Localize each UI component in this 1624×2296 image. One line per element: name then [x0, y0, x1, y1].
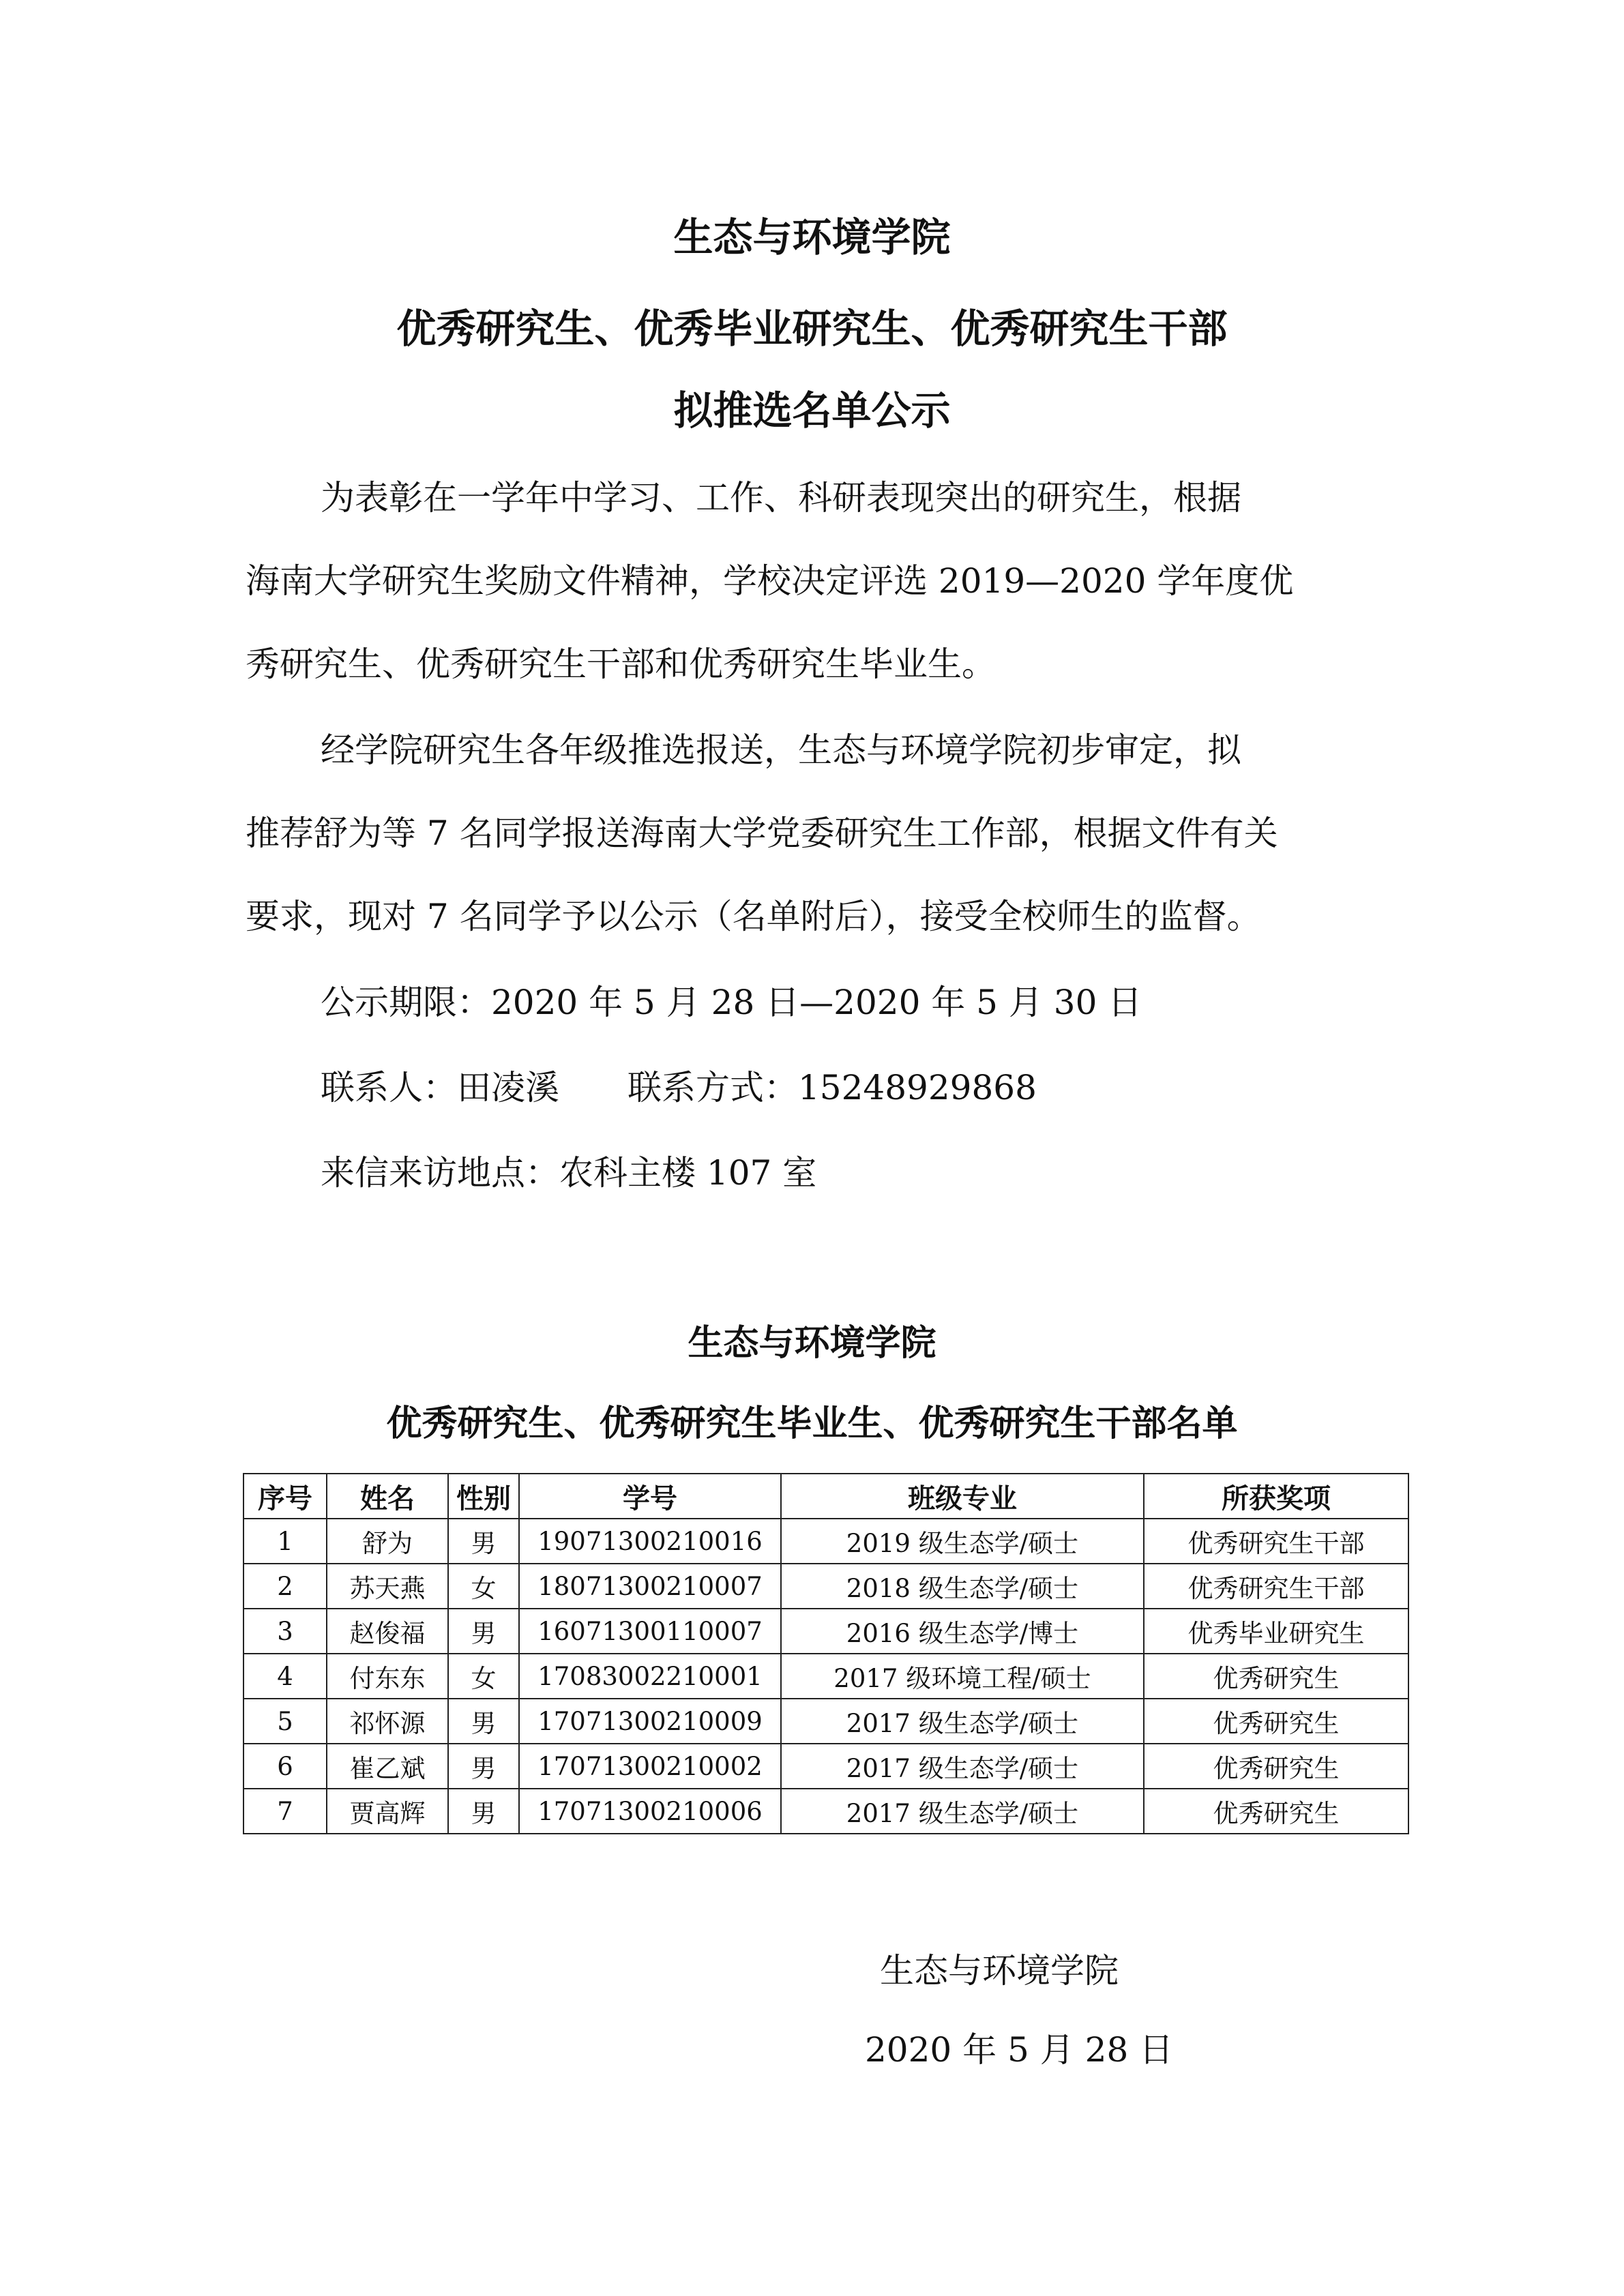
cell-name: 贾高辉	[327, 1789, 448, 1834]
cell-name: 苏天燕	[327, 1564, 448, 1609]
cell-gender: 男	[448, 1519, 519, 1564]
cell-student-id: 19071300210016	[519, 1519, 781, 1564]
cell-award: 优秀研究生	[1144, 1654, 1408, 1699]
cell-gender: 男	[448, 1789, 519, 1834]
paragraph-2-line-3: 要求，现对 7 名同学予以公示（名单附后），接受全校师生的监督。	[246, 897, 1261, 936]
column-header-name: 姓名	[327, 1474, 448, 1519]
table-row	[243, 1564, 1408, 1609]
cell-class-major: 2017 级生态学/硕士	[781, 1744, 1144, 1789]
cell-name: 付东东	[327, 1654, 448, 1699]
nominee-table	[243, 1473, 1409, 1834]
cell-gender: 女	[448, 1654, 519, 1699]
cell-award: 优秀研究生	[1144, 1699, 1408, 1744]
cell-student-id: 17071300210009	[519, 1699, 781, 1744]
table-row	[243, 1609, 1408, 1654]
cell-name: 崔乙斌	[327, 1744, 448, 1789]
cell-student-id: 17083002210001	[519, 1654, 781, 1699]
cell-index: 4	[243, 1654, 327, 1699]
cell-student-id: 17071300210002	[519, 1744, 781, 1789]
list-title-line-1: 生态与环境学院	[688, 1323, 936, 1364]
cell-class-major: 2019 级生态学/硕士	[781, 1519, 1144, 1564]
cell-index: 6	[243, 1744, 327, 1789]
cell-gender: 男	[448, 1609, 519, 1654]
cell-gender: 男	[448, 1744, 519, 1789]
contact-info: 联系人：田凌溪 联系方式：15248929868	[321, 1068, 1037, 1107]
paragraph-1-line-2: 海南大学研究生奖励文件精神，学校决定评选 2019—2020 学年度优	[246, 561, 1294, 601]
list-title-line-2: 优秀研究生、优秀研究生毕业生、优秀研究生干部名单	[386, 1403, 1238, 1444]
table-row	[243, 1699, 1408, 1744]
visit-address: 来信来访地点：农科主楼 107 室	[321, 1153, 817, 1193]
paragraph-2-line-1: 经学院研究生各年级推选报送，生态与环境学院初步审定，拟	[321, 730, 1241, 770]
table-row	[243, 1519, 1408, 1564]
cell-award: 优秀研究生	[1144, 1789, 1408, 1834]
cell-index: 7	[243, 1789, 327, 1834]
cell-student-id: 16071300110007	[519, 1609, 781, 1654]
cell-index: 1	[243, 1519, 327, 1564]
cell-name: 赵俊福	[327, 1609, 448, 1654]
signature-date: 2020 年 5 月 28 日	[865, 2030, 1174, 2070]
column-header-student-id: 学号	[519, 1474, 781, 1519]
cell-award: 优秀研究生干部	[1144, 1564, 1408, 1609]
column-header-gender: 性别	[448, 1474, 519, 1519]
cell-class-major: 2016 级生态学/博士	[781, 1609, 1144, 1654]
paragraph-1-line-1: 为表彰在一学年中学习、工作、科研表现突出的研究生，根据	[321, 478, 1241, 518]
cell-index: 3	[243, 1609, 327, 1654]
document-title-line-3: 拟推选名单公示	[673, 387, 951, 434]
cell-award: 优秀毕业研究生	[1144, 1609, 1408, 1654]
cell-name: 祁怀源	[327, 1699, 448, 1744]
table-row	[243, 1744, 1408, 1789]
column-header-award: 所获奖项	[1144, 1474, 1408, 1519]
paragraph-2-line-2: 推荐舒为等 7 名同学报送海南大学党委研究生工作部，根据文件有关	[246, 814, 1278, 853]
paragraph-1-line-3: 秀研究生、优秀研究生干部和优秀研究生毕业生。	[246, 644, 996, 684]
document-title-line-2: 优秀研究生、优秀毕业研究生、优秀研究生干部	[396, 305, 1228, 352]
publicity-period: 公示期限：2020 年 5 月 28 日—2020 年 5 月 30 日	[321, 983, 1142, 1022]
cell-class-major: 2018 级生态学/硕士	[781, 1564, 1144, 1609]
column-header-class-major: 班级专业	[781, 1474, 1144, 1519]
cell-name: 舒为	[327, 1519, 448, 1564]
table-row	[243, 1789, 1408, 1834]
cell-award: 优秀研究生干部	[1144, 1519, 1408, 1564]
document-title-line-1: 生态与环境学院	[673, 214, 951, 260]
cell-class-major: 2017 级生态学/硕士	[781, 1789, 1144, 1834]
column-header-index: 序号	[243, 1474, 327, 1519]
cell-gender: 女	[448, 1564, 519, 1609]
cell-class-major: 2017 级环境工程/硕士	[781, 1654, 1144, 1699]
cell-class-major: 2017 级生态学/硕士	[781, 1699, 1144, 1744]
signature-organization: 生态与环境学院	[880, 1951, 1119, 1991]
cell-index: 2	[243, 1564, 327, 1609]
cell-student-id: 18071300210007	[519, 1564, 781, 1609]
cell-gender: 男	[448, 1699, 519, 1744]
table-row	[243, 1654, 1408, 1699]
table-header-row	[243, 1474, 1408, 1519]
cell-student-id: 17071300210006	[519, 1789, 781, 1834]
cell-index: 5	[243, 1699, 327, 1744]
cell-award: 优秀研究生	[1144, 1744, 1408, 1789]
